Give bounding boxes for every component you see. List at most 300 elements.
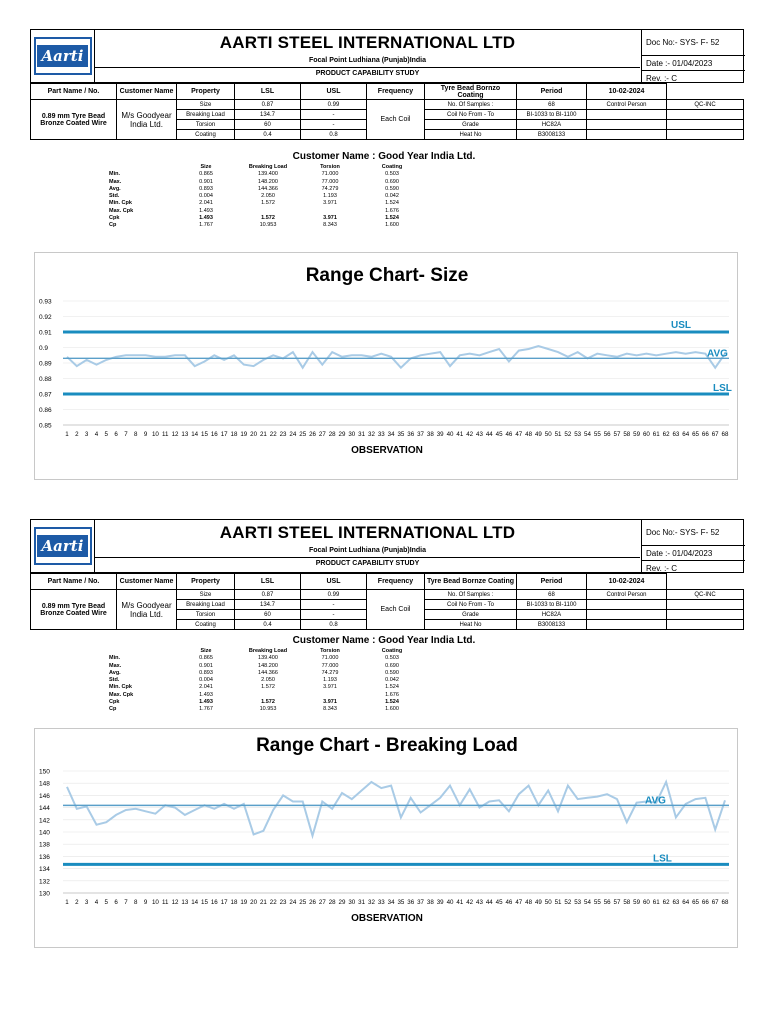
stats-label: Avg. (109, 669, 121, 676)
x-tick-label: 19 (240, 431, 248, 438)
stats-value: 0.503 (385, 655, 399, 662)
study-title: PRODUCT CAPABILITY STUDY (95, 67, 640, 77)
param-value-cell: B3008133 (517, 620, 587, 630)
lsl-cell: 134.7 (235, 600, 301, 610)
doc-info (641, 30, 745, 82)
x-tick-label: 52 (564, 899, 572, 906)
usl-cell: - (301, 600, 367, 610)
x-tick-label: 59 (633, 899, 641, 906)
stats-label: Cp (109, 222, 117, 229)
x-tick-label: 22 (269, 431, 277, 438)
stats-value: 144.366 (258, 669, 278, 676)
stats-value: 1.524 (385, 200, 399, 207)
stats-value: 0.004 (199, 193, 213, 200)
spec-header-cell: LSL (235, 84, 301, 100)
param-key-cell: Coil No From - To (425, 600, 517, 610)
x-tick-label: 42 (466, 431, 474, 438)
x-tick-label: 56 (603, 899, 611, 906)
stats-value: 1.193 (323, 193, 337, 200)
company-name: AARTI STEEL INTERNATIONAL LTD (219, 33, 516, 52)
spec-table (30, 573, 744, 630)
stats-value: 0.865 (199, 171, 213, 178)
stats-value: 1.572 (261, 200, 275, 207)
x-tick-label: 38 (426, 899, 434, 906)
x-tick-label: 7 (124, 431, 128, 438)
limit-label-avg: AVG (707, 348, 728, 360)
x-tick-label: 60 (642, 899, 650, 906)
stats-value: 2.041 (199, 684, 213, 691)
study-title: PRODUCT CAPABILITY STUDY (95, 557, 640, 567)
x-tick-label: 57 (613, 899, 621, 906)
stats-column-header: Coating (381, 164, 403, 170)
x-tick-label: 31 (358, 899, 366, 906)
stats-column-header: Breaking Load (248, 164, 288, 170)
x-tick-label: 63 (672, 899, 680, 906)
x-tick-label: 68 (721, 899, 729, 906)
x-tick-label: 27 (318, 431, 326, 438)
spec-header-cell: Customer Name (117, 574, 177, 590)
x-tick-label: 24 (289, 899, 297, 906)
x-tick-label: 29 (338, 899, 346, 906)
stats-label: Max. Cpk (109, 207, 134, 214)
spec-header-cell: Property (177, 84, 235, 100)
control-value-cell: QC-INC (667, 590, 744, 600)
x-tick-label: 1 (65, 431, 69, 438)
spec-row (31, 100, 744, 110)
x-tick-label: 19 (240, 899, 248, 906)
x-tick-label: 53 (574, 899, 582, 906)
x-tick-label: 9 (143, 899, 148, 906)
property-cell: Breaking Load (177, 110, 235, 120)
stats-column-header: Torsion (320, 164, 340, 170)
x-tick-label: 17 (220, 431, 228, 438)
doc-number: Doc No:- SYS- F- 52 (642, 30, 745, 56)
property-cell: Coating (177, 620, 235, 630)
param-value-cell: HC82A (517, 610, 587, 620)
x-tick-label: 44 (485, 431, 493, 438)
spec-header-cell: Property (177, 574, 235, 590)
property-cell: Size (177, 100, 235, 110)
x-tick-label: 8 (134, 431, 138, 438)
x-tick-label: 31 (358, 431, 366, 438)
stats-value: 2.050 (261, 677, 275, 684)
param-key-cell: Heat No (425, 130, 517, 140)
stats-value: 1.676 (385, 691, 399, 698)
stats-value: 2.041 (199, 200, 213, 207)
lsl-cell: 60 (235, 120, 301, 130)
param-value-cell: BI-1033 to BI-1100 (517, 110, 587, 120)
data-series-line (67, 346, 725, 368)
stats-label: Min. (109, 171, 120, 178)
x-tick-label: 25 (299, 899, 307, 906)
y-tick-label: 132 (39, 878, 50, 886)
control-key-cell (587, 610, 667, 620)
lsl-cell: 0.4 (235, 130, 301, 140)
limit-label-usl: USL (671, 320, 691, 331)
customer-title: Customer Name : Good Year India Ltd. (292, 151, 476, 162)
property-cell: Torsion (177, 120, 235, 130)
y-tick-label: 130 (39, 890, 50, 898)
x-tick-label: 27 (318, 899, 326, 906)
stats-value: 74.279 (321, 185, 339, 192)
param-value-cell: HC82A (517, 120, 587, 130)
stats-value: 3.971 (323, 684, 337, 691)
x-tick-label: 23 (279, 899, 287, 906)
x-tick-label: 30 (348, 899, 356, 906)
x-tick-label: 33 (377, 899, 385, 906)
x-tick-label: 21 (259, 431, 267, 438)
stats-value (299, 208, 361, 215)
stats-label: Std. (109, 677, 120, 684)
param-key-cell: Coil No From - To (425, 110, 517, 120)
x-tick-label: 41 (456, 899, 464, 906)
x-tick-label: 36 (407, 899, 415, 906)
stats-row (105, 179, 423, 186)
usl-cell: - (301, 110, 367, 120)
y-tick-label: 138 (39, 841, 50, 849)
stats-label: Cpk (109, 699, 120, 706)
doc-revision: Rev. :- C (646, 564, 677, 573)
param-value-cell: 68 (517, 100, 587, 110)
y-tick-label: 140 (39, 829, 50, 837)
stats-row (105, 706, 423, 713)
frequency-cell: Each Coil (367, 590, 425, 630)
property-cell: Coating (177, 130, 235, 140)
spec-header-cell: Frequency (367, 84, 425, 100)
x-tick-label: 61 (652, 899, 660, 906)
x-tick-label: 28 (328, 431, 336, 438)
limit-label-lsl: LSL (713, 383, 732, 394)
x-tick-label: 3 (84, 431, 89, 438)
x-tick-label: 40 (446, 431, 454, 438)
x-axis-label: OBSERVATION (351, 913, 423, 924)
stats-table (105, 648, 423, 714)
company-address: Focal Point Ludhiana (Punjab)India (308, 57, 427, 64)
x-tick-label: 7 (124, 899, 128, 906)
y-tick-label: 0.86 (39, 407, 52, 414)
stats-row (105, 208, 423, 215)
x-tick-label: 47 (515, 899, 523, 906)
spec-header-cell: USL (301, 84, 367, 100)
company-address: Focal Point Ludhiana (Punjab)India (308, 547, 427, 554)
param-key-cell: Grade (425, 610, 517, 620)
logo-text: Aarti (37, 45, 89, 67)
stats-value: 3.971 (323, 215, 337, 222)
x-tick-label: 49 (534, 431, 542, 438)
x-tick-label: 47 (515, 431, 523, 438)
control-key-cell (587, 110, 667, 120)
x-tick-label: 67 (711, 431, 719, 438)
x-tick-label: 10 (151, 431, 159, 438)
x-tick-label: 51 (554, 431, 562, 438)
company-name: AARTI STEEL INTERNATIONAL LTD (219, 523, 516, 542)
stats-row (105, 222, 423, 229)
stats-row (105, 692, 423, 699)
stats-value: 71.000 (321, 171, 339, 178)
stats-value: 0.690 (385, 662, 399, 669)
x-tick-label: 28 (328, 899, 336, 906)
stats-column-header: Coating (381, 648, 403, 654)
stats-column-header: Breaking Load (248, 648, 288, 654)
stats-row (105, 200, 423, 207)
spec-header-cell: Customer Name (117, 84, 177, 100)
doc-date: Date :- 01/04/2023 (642, 56, 745, 71)
x-tick-label: 16 (210, 899, 218, 906)
stats-value: 0.893 (199, 185, 213, 192)
limit-label-lsl: LSL (653, 853, 672, 865)
y-tick-label: 148 (39, 780, 50, 788)
x-tick-label: 42 (466, 899, 474, 906)
x-tick-label: 67 (711, 899, 719, 906)
usl-cell: 0.8 (301, 620, 367, 630)
stats-value: 1.524 (385, 684, 399, 691)
stats-value: 3.971 (323, 699, 337, 706)
x-tick-label: 61 (652, 431, 660, 438)
control-value-cell (667, 130, 744, 140)
x-tick-label: 33 (377, 431, 385, 438)
stats-value: 0.042 (385, 677, 399, 684)
spec-header-cell: 10-02-2024 (587, 84, 667, 100)
x-tick-label: 18 (230, 899, 238, 906)
spec-header-cell: USL (301, 574, 367, 590)
x-tick-label: 14 (191, 431, 199, 438)
stats-value: 1.493 (199, 215, 213, 222)
x-tick-label: 48 (525, 431, 533, 438)
stats-value: 148.200 (258, 662, 278, 669)
x-tick-label: 9 (143, 431, 148, 438)
x-tick-label: 41 (456, 431, 464, 438)
company-logo (34, 527, 92, 565)
spec-header-cell: 10-02-2024 (587, 574, 667, 590)
x-tick-label: 4 (94, 431, 99, 438)
stats-value: 8.343 (323, 706, 337, 713)
stats-row (105, 186, 423, 193)
x-tick-label: 43 (476, 899, 483, 906)
stats-value: 77.000 (321, 662, 339, 669)
x-tick-label: 5 (104, 431, 109, 438)
stats-value (299, 692, 361, 699)
logo-container (31, 30, 95, 82)
x-tick-label: 54 (584, 431, 591, 438)
control-key-cell: Control Person (587, 590, 667, 600)
stats-value: 148.200 (258, 178, 278, 185)
stats-value: 144.366 (258, 185, 278, 192)
x-axis-label: OBSERVATION (351, 445, 423, 456)
chart-svg (35, 729, 739, 949)
y-tick-label: 0.9 (39, 345, 49, 352)
x-tick-label: 39 (436, 431, 444, 438)
x-tick-label: 8 (134, 899, 138, 906)
x-tick-label: 23 (279, 431, 287, 438)
stats-value: 0.503 (385, 171, 399, 178)
spec-header-cell: Part Name / No. (31, 84, 117, 100)
stats-label: Min. (109, 655, 120, 662)
doc-number: Doc No:- SYS- F- 52 (642, 520, 745, 546)
chart-title: Range Chart- Size (305, 265, 469, 286)
param-value-cell: BI-1033 to BI-1100 (517, 600, 587, 610)
spec-row (31, 590, 744, 600)
x-tick-label: 38 (426, 431, 434, 438)
range-chart (34, 252, 738, 480)
x-tick-label: 49 (534, 899, 542, 906)
customer-title: Customer Name : Good Year India Ltd. (292, 635, 476, 646)
x-tick-label: 34 (387, 431, 395, 438)
spec-header-cell: Frequency (367, 574, 425, 590)
x-tick-label: 6 (114, 431, 118, 438)
x-tick-label: 5 (104, 899, 109, 906)
spec-header-row (31, 574, 744, 590)
x-tick-label: 15 (201, 899, 208, 906)
lsl-cell: 0.4 (235, 620, 301, 630)
x-tick-label: 29 (338, 431, 346, 438)
x-tick-label: 13 (181, 431, 189, 438)
x-tick-label: 64 (682, 431, 690, 438)
x-tick-label: 48 (525, 899, 533, 906)
y-tick-label: 0.93 (39, 298, 52, 306)
stats-value: 1.767 (199, 706, 213, 713)
y-tick-label: 146 (39, 792, 50, 800)
stats-value: 1.767 (199, 222, 213, 229)
x-tick-label: 35 (397, 431, 405, 438)
x-tick-label: 24 (289, 431, 297, 438)
x-tick-label: 3 (84, 899, 89, 906)
x-tick-label: 60 (642, 431, 650, 438)
x-tick-label: 11 (161, 899, 169, 906)
x-tick-label: 20 (250, 899, 258, 906)
stats-value: 77.000 (321, 178, 339, 185)
spec-header-cell: Tyre Bead Bornze Coating (425, 574, 517, 590)
x-tick-label: 57 (613, 431, 621, 438)
stats-value: 8.343 (323, 222, 337, 229)
property-cell: Size (177, 590, 235, 600)
data-series-line (67, 782, 725, 836)
stats-row (105, 684, 423, 691)
stats-value: 1.572 (261, 684, 275, 691)
doc-revision: Rev. :- C (646, 74, 677, 83)
spec-header-cell: Period (517, 574, 587, 590)
x-tick-label: 17 (220, 899, 228, 906)
x-tick-label: 68 (721, 431, 729, 438)
stats-header-row (105, 164, 423, 171)
param-value-cell: 68 (517, 590, 587, 600)
param-value-cell: B3008133 (517, 130, 587, 140)
control-key-cell (587, 620, 667, 630)
stats-value: 1.493 (199, 691, 213, 698)
logo-text: Aarti (37, 535, 89, 557)
control-value-cell: QC-INC (667, 100, 744, 110)
chart-svg (35, 253, 739, 481)
stats-value: 0.004 (199, 677, 213, 684)
x-tick-label: 32 (368, 431, 375, 438)
spec-header-cell: Period (517, 84, 587, 100)
x-tick-label: 12 (171, 431, 179, 438)
stats-row (105, 193, 423, 200)
stats-label: Min. Cpk (109, 684, 132, 691)
stats-value: 0.690 (385, 178, 399, 185)
lsl-cell: 60 (235, 610, 301, 620)
y-tick-label: 0.91 (39, 329, 52, 337)
stats-value: 1.572 (261, 215, 275, 222)
stats-value: 1.524 (385, 699, 399, 706)
control-value-cell (667, 620, 744, 630)
stats-column-header: Size (200, 648, 212, 654)
spec-table (30, 83, 744, 140)
x-tick-label: 63 (672, 431, 680, 438)
company-block (95, 523, 640, 567)
stats-value: 139.400 (258, 655, 278, 662)
x-tick-label: 32 (368, 899, 375, 906)
x-tick-label: 43 (476, 431, 483, 438)
x-tick-label: 10 (151, 899, 159, 906)
report-header (30, 519, 744, 573)
stats-value: 1.524 (385, 215, 399, 222)
stats-value: 10.953 (259, 222, 277, 229)
doc-info (641, 520, 745, 572)
doc-date: Date :- 01/04/2023 (642, 546, 745, 561)
stats-row (105, 171, 423, 178)
spec-header-row (31, 84, 744, 100)
x-tick-label: 45 (495, 431, 503, 438)
control-key-cell (587, 120, 667, 130)
x-tick-label: 40 (446, 899, 454, 906)
x-tick-label: 58 (623, 431, 631, 438)
stats-value: 1.600 (385, 222, 399, 229)
stats-label: Max. (109, 662, 122, 669)
lsl-cell: 0.87 (235, 590, 301, 600)
stats-row (105, 677, 423, 684)
range-chart (34, 728, 738, 948)
part-name: 0.89 mm Tyre Bead Bronze Coated Wire (31, 100, 117, 140)
x-tick-label: 66 (701, 431, 709, 438)
control-key-cell (587, 600, 667, 610)
control-value-cell (667, 110, 744, 120)
spec-header-cell: Part Name / No. (31, 574, 117, 590)
report-header (30, 29, 744, 83)
stats-value: 0.893 (199, 669, 213, 676)
x-tick-label: 46 (505, 431, 513, 438)
x-tick-label: 55 (593, 431, 601, 438)
x-tick-label: 39 (436, 899, 444, 906)
control-value-cell (667, 120, 744, 130)
x-tick-label: 52 (564, 431, 572, 438)
stats-row (105, 215, 423, 222)
stats-value: 1.600 (385, 706, 399, 713)
x-tick-label: 15 (201, 431, 208, 438)
stats-value (237, 208, 299, 215)
x-tick-label: 66 (701, 899, 709, 906)
y-tick-label: 0.85 (39, 422, 52, 430)
company-logo (34, 37, 92, 75)
control-key-cell (587, 130, 667, 140)
y-tick-label: 0.92 (39, 314, 52, 321)
stats-value: 0.590 (385, 669, 399, 676)
x-tick-label: 35 (397, 899, 405, 906)
x-tick-label: 30 (348, 431, 356, 438)
stats-value (237, 692, 299, 699)
x-tick-label: 51 (554, 899, 562, 906)
x-tick-label: 2 (75, 431, 79, 438)
property-cell: Torsion (177, 610, 235, 620)
frequency-cell: Each Coil (367, 100, 425, 140)
x-tick-label: 54 (584, 899, 591, 906)
stats-label: Std. (109, 193, 120, 200)
stats-value: 0.901 (199, 178, 213, 185)
x-tick-label: 65 (692, 899, 699, 906)
x-tick-label: 14 (191, 899, 199, 906)
x-tick-label: 62 (662, 431, 670, 438)
stats-value: 0.042 (385, 193, 399, 200)
lsl-cell: 134.7 (235, 110, 301, 120)
